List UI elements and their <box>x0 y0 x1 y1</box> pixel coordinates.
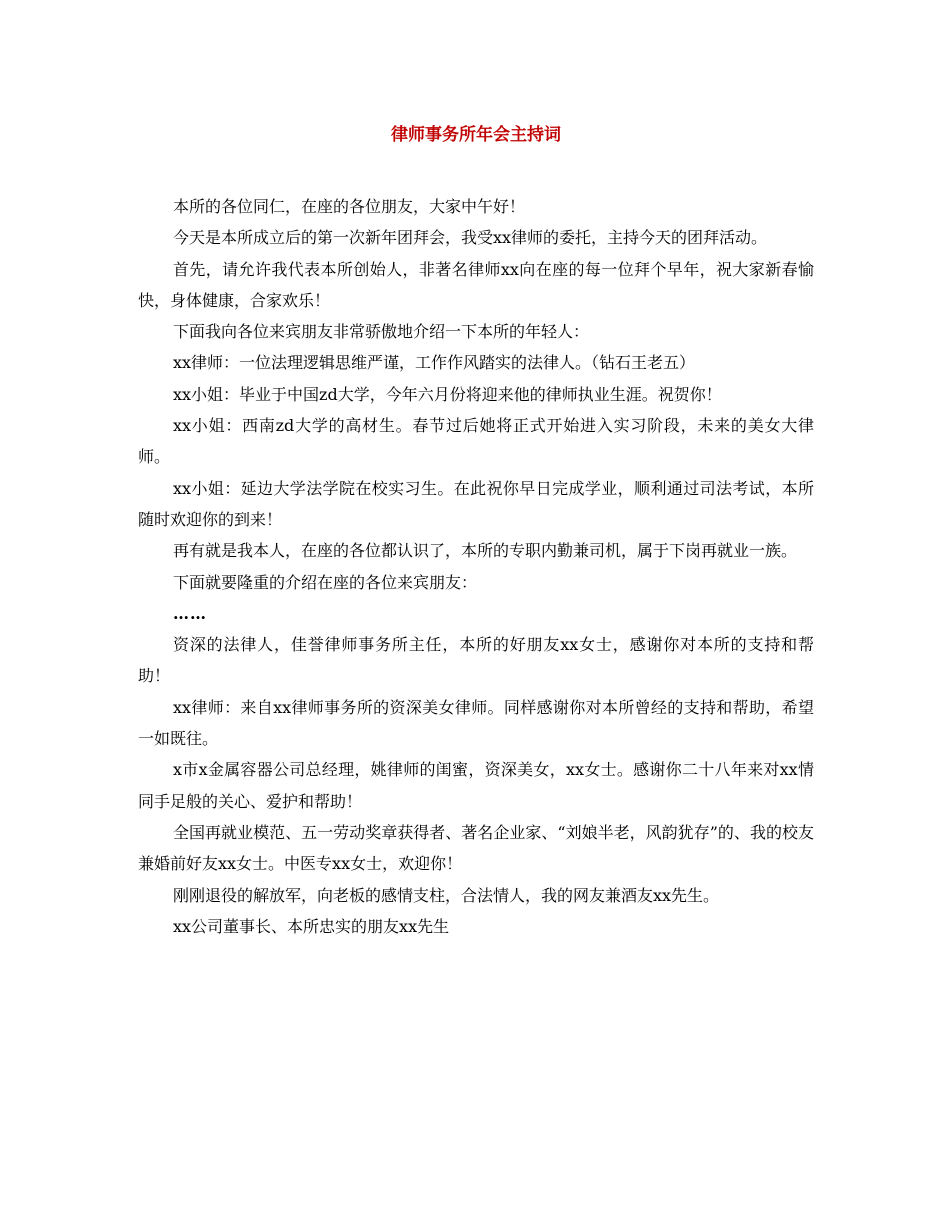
document-title: 律师事务所年会主持词 <box>391 125 561 145</box>
paragraph-staff-1: xx律师：一位法理逻辑思维严谨，工作作风踏实的法律人。（钻石王老五） <box>173 353 696 373</box>
paragraph-guest-2: xx律师：来自xx律师事务所的资深美女律师。同样感谢你对本所曾经的支持和帮助，希望一如既往。 <box>138 697 814 749</box>
paragraph-guest-6: xx公司董事长、本所忠实的朋友xx先生 <box>173 916 450 936</box>
paragraph-self-intro: 再有就是我本人，在座的各位都认识了，本所的专职内勤兼司机，属于下岗再就业一族。 <box>173 541 798 561</box>
paragraph-guest-5: 刚刚退役的解放军，向老板的感情支柱，合法情人，我的网友兼酒友xx先生。 <box>173 885 720 905</box>
document-body <box>138 191 814 942</box>
paragraph-staff-4: xx小姐：延边大学法学院在校实习生。在此祝你早日完成学业，顺利通过司法考试，本所随时欢迎你的到来！ <box>138 478 814 529</box>
paragraph-guest-3: x市x金属容器公司总经理，姚律师的闺蜜，资深美女，xx女士。感谢你二十八年来对xx情同手足般的关心、爱护和帮助！ <box>138 760 814 811</box>
paragraph-guest-4: 全国再就业模范、五一劳动奖章获得者、著名企业家、“刘娘半老，风韵犹存”的、我的校友兼婚前好友xx女士。中医专xx女士，欢迎你！ <box>138 822 814 874</box>
paragraph-guests-intro: 下面就要隆重的介绍在座的各位来宾朋友： <box>173 572 478 592</box>
paragraph-young-staff-intro: 下面我向各位来宾朋友非常骄傲地介绍一下本所的年轻人： <box>173 322 590 342</box>
paragraph-guest-1: 资深的法律人，佳誉律师事务所主任，本所的好朋友xx女士，感谢你对本所的支持和帮助！ <box>138 635 814 686</box>
paragraph-new-year-wishes: 首先，请允许我代表本所创始人，非著名律师xx向在座的每一位拜个早年，祝大家新春愉快，身体健康，合家欢乐！ <box>138 259 814 310</box>
paragraph-staff-3: xx小姐：西南zd大学的高材生。春节过后她将正式开始进入实习阶段，未来的美女大律师。 <box>138 416 814 467</box>
paragraph-greeting: 本所的各位同仁，在座的各位朋友，大家中午好！ <box>173 197 526 216</box>
paragraph-ellipsis: …… <box>173 603 207 623</box>
paragraph-introduction: 今天是本所成立后的第一次新年团拜会，我受xx律师的委托，主持今天的团拜活动。 <box>173 228 768 248</box>
paragraph-staff-2: xx小姐：毕业于中国zd大学，今年六月份将迎来他的律师执业生涯。祝贺你！ <box>173 384 722 404</box>
